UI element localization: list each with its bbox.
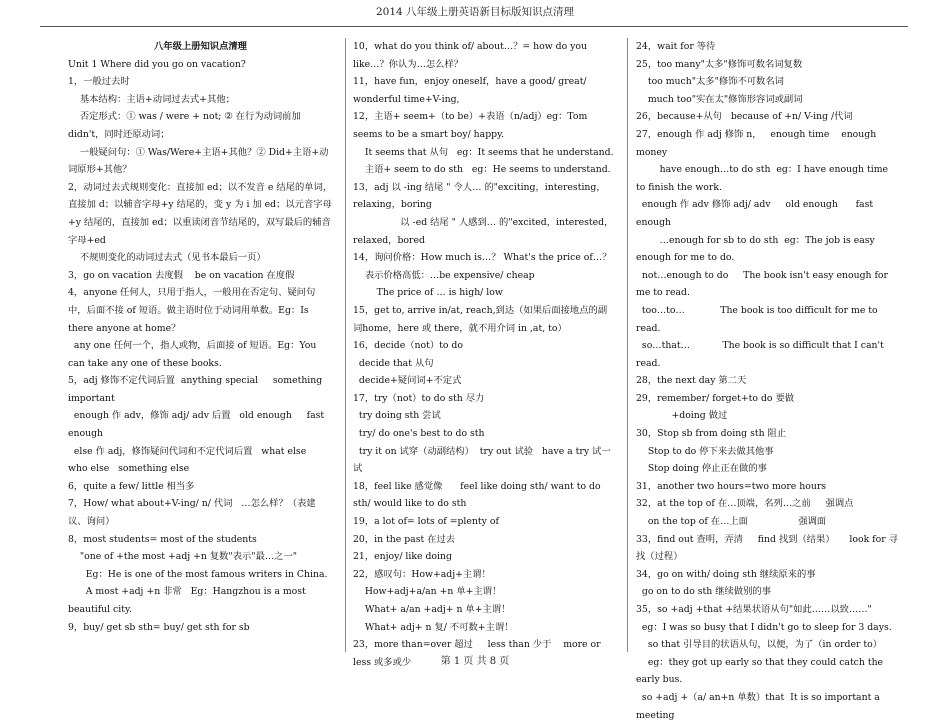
text-line: decide+疑问词+不定式 (353, 375, 462, 387)
text-line: A most +adj +n 非常 Eg：Hangzhou is a most beautiful city. (68, 586, 309, 615)
text-line: 13，adj 以 -ing 结尾 " 令人… 的"exciting，interesting，relaxing，boring (353, 181, 606, 211)
text-line: 30，Stop sb from doing sth 阻止 (636, 428, 787, 440)
text-line: 9，buy/ get sb sth= buy/ get sth for sb (68, 621, 250, 633)
text-line: 26，because+从句 because of +n/ V-ing /代词 (636, 111, 853, 123)
text-line: much too"实在太"修饰形容词或副词 (636, 93, 803, 105)
text-line: enough 作 adv，修饰 adj/ adv 后置 old enough fast enough (68, 410, 328, 440)
text-line: too…to… The book is too difficult for me to read. (636, 304, 881, 334)
document-title: 八年级上册知识点清理 (154, 41, 247, 52)
text-line: What+ adj+ n 复/ 不可数+主谓！ (353, 621, 514, 633)
text-line: 不规则变化的动词过去式（见书本最后一页） (68, 252, 266, 264)
text-line: How+adj+a/an +n 单+主谓！ (353, 586, 502, 598)
text-line: so…that… The book is so difficult that I can't read. (636, 340, 887, 369)
text-line: 基本结构：主语+动词过去式+其他； (68, 93, 235, 105)
text-line: 20，in the past 在过去 (353, 533, 456, 545)
text-line: 8，most students= most of the students (68, 533, 257, 545)
column-1 (68, 38, 333, 648)
text-line: try doing sth 尝试 (353, 410, 441, 422)
text-line: enough 作 adv 修饰 adj/ adv old enough fast enough (636, 199, 877, 228)
text-line: 4，anyone 任何人，只用于指人，一般用在否定句、疑问句中，后面不接 of 短语。做主语时位于动词用单数。Eg：Is there anyone at home？ (68, 287, 316, 334)
text-line: 17，try（not）to do sth 尽力 (353, 392, 485, 404)
text-line: 19，a lot of= lots of =plenty of (353, 516, 499, 528)
text-line: 29，remember/ forget+to do 要做 (636, 392, 795, 404)
text-line: 35，so +adj +that +结果状语从句"如此……以致……" (636, 604, 872, 615)
text-line: 27，enough 作 adj 修饰 n， enough time enough money (636, 128, 883, 158)
text-line: eg：I was so busy that I didn't go to sleep for 3 days. (636, 621, 892, 633)
text-line: 12，主语+ seem+（to be）+表语（n/adj）eg：Tom seems to be a smart boy/ happy. (353, 111, 591, 140)
text-line: 3，go on vacation 去度假 be on vacation 在度假 (68, 269, 295, 281)
text-line: 28，the next day 第二天 (636, 375, 747, 387)
text-line: else 作 adj，修饰疑问代词和不定代词后置 what else who else something else (68, 445, 319, 475)
text-line: so that 引导目的状语从句，以便，为了（in order to） (636, 639, 883, 651)
text-line: 33，find out 查明，弄清 find 找到（结果） look for 寻找（过程） (636, 533, 898, 563)
text-line: 表示价格高低：…be expensive/ cheap (353, 269, 535, 281)
text-line: The price of … is high/ low (353, 287, 503, 299)
text-line: +doing 做过 (636, 410, 728, 422)
text-line: It seems that 从句 eg：It seems that he understand. (353, 146, 614, 158)
text-line: eg：they got up early so that they could catch the early bus. (636, 656, 887, 686)
text-line: try it on 试穿（动副结构） try out 试验 have a try 试一试 (353, 445, 611, 475)
text-line: so +adj +（a/ an+n 单数）that It is so important a meeting (636, 691, 883, 721)
text-line: 1，一般过去时 (68, 76, 130, 88)
text-line: 31，another two hours=two more hours (636, 480, 827, 492)
text-line: any one 任何一个，指人或物，后面接 of 短语。Eg：You can take any one of these books. (68, 340, 320, 369)
text-line: What+ a/an +adj+ n 单+主谓！ (353, 604, 511, 615)
text-line: try/ do one's best to do sth (353, 428, 485, 440)
text-line: 否定形式：① was / were + not; ② 在行为动词前加didn't，同时还原动词； (68, 111, 301, 140)
text-line: 5，adj 修饰不定代词后置 anything special something important (68, 375, 326, 404)
text-line: 34，go on with/ doing sth 继续原来的事 (636, 568, 816, 580)
header-rule (40, 26, 908, 27)
text-line: Stop doing 停止正在做的事 (636, 463, 767, 475)
text-line: go on to do sth 继续做别的事 (636, 586, 771, 598)
text-line: decide that 从句 (353, 357, 434, 369)
text-line: 32，at the top of 在…顶端，名列…之前 强调点 (636, 498, 854, 510)
text-line: 16，decide（not）to do (353, 340, 463, 352)
text-line: 主语+ seem to do sth eg：He seems to understand. (353, 164, 611, 176)
text-line: …enough for sb to do sth eg：The job is easy enough for me to do. (636, 234, 878, 264)
text-line: 2，动词过去式规则变化：直接加 ed；以不发音 e 结尾的单词，直接加 d；以辅音字母+y 结尾的，变 y 为 i 加 ed；以元音字母+y 结尾的，直接加 ed；以重读闭音节结尾的，双写最后的辅音字母+ed (68, 181, 333, 246)
column-divider-left (345, 38, 346, 652)
text-line: too much"太多"修饰不可数名词 (636, 76, 784, 88)
text-line: 15，get to, arrive in/at, reach,到达（如果后面接地点的副词home，here 或 there，就不用介词 in ,at, to） (353, 304, 608, 334)
text-line: on the top of 在…上面 强调面 (636, 516, 827, 528)
page-header: 2014 八年级上册英语新目标版知识点清理 (375, 6, 575, 18)
text-line: Eg：He is one of the most famous writers in China. (68, 568, 328, 580)
text-line: Stop to do 停下来去做其他事 (636, 445, 774, 457)
text-line: 6，quite a few/ little 相当多 (68, 480, 195, 492)
text-line: have enough…to do sth eg：I have enough time to finish the work. (636, 164, 891, 193)
text-line: 11，have fun，enjoy oneself，have a good/ great/ wonderful time+V-ing, (353, 76, 590, 105)
text-line: 24，wait for 等待 (636, 41, 716, 52)
text-line: 21，enjoy/ like doing (353, 551, 452, 563)
text-line: 以 -ed 结尾 " 人感到… 的"excited，interested，relaxed，bored (353, 216, 614, 246)
text-line: 7，How/ what about+V-ing/ n/ 代词 …怎么样？（表建议、询问） (68, 498, 316, 528)
text-line: 23，more than=over 超过 less than 少于 more or less 或多或少 (353, 639, 604, 668)
text-line: 10，what do you think of/ about…？= how do you like…？你认为…怎么样？ (353, 41, 590, 70)
column-3 (636, 38, 898, 721)
text-line: Unit 1 Where did you go on vacation? (68, 58, 246, 70)
text-line: not…enough to do The book isn't easy enough for me to read. (636, 269, 891, 299)
column-divider-right (627, 38, 628, 652)
text-line: 一般疑问句：① Was/Were+主语+其他？② Did+主语+动词原形+其他？ (68, 146, 329, 176)
text-line: 22，感叹句：How+adj+主谓！ (353, 568, 491, 580)
text-line: 14，询问价格：How much is…？ What's the price of…？ (353, 252, 612, 264)
text-line: 18，feel like 感觉像 feel like doing sth/ want to do sth/ would like to do sth (353, 480, 604, 510)
text-line: 25，too many"太多"修饰可数名词复数 (636, 58, 803, 70)
page-footer: 第 1 页 共 8 页 (440, 656, 510, 667)
text-line: "one of +the most +adj +n 复数"表示"最…之一" (68, 551, 298, 563)
